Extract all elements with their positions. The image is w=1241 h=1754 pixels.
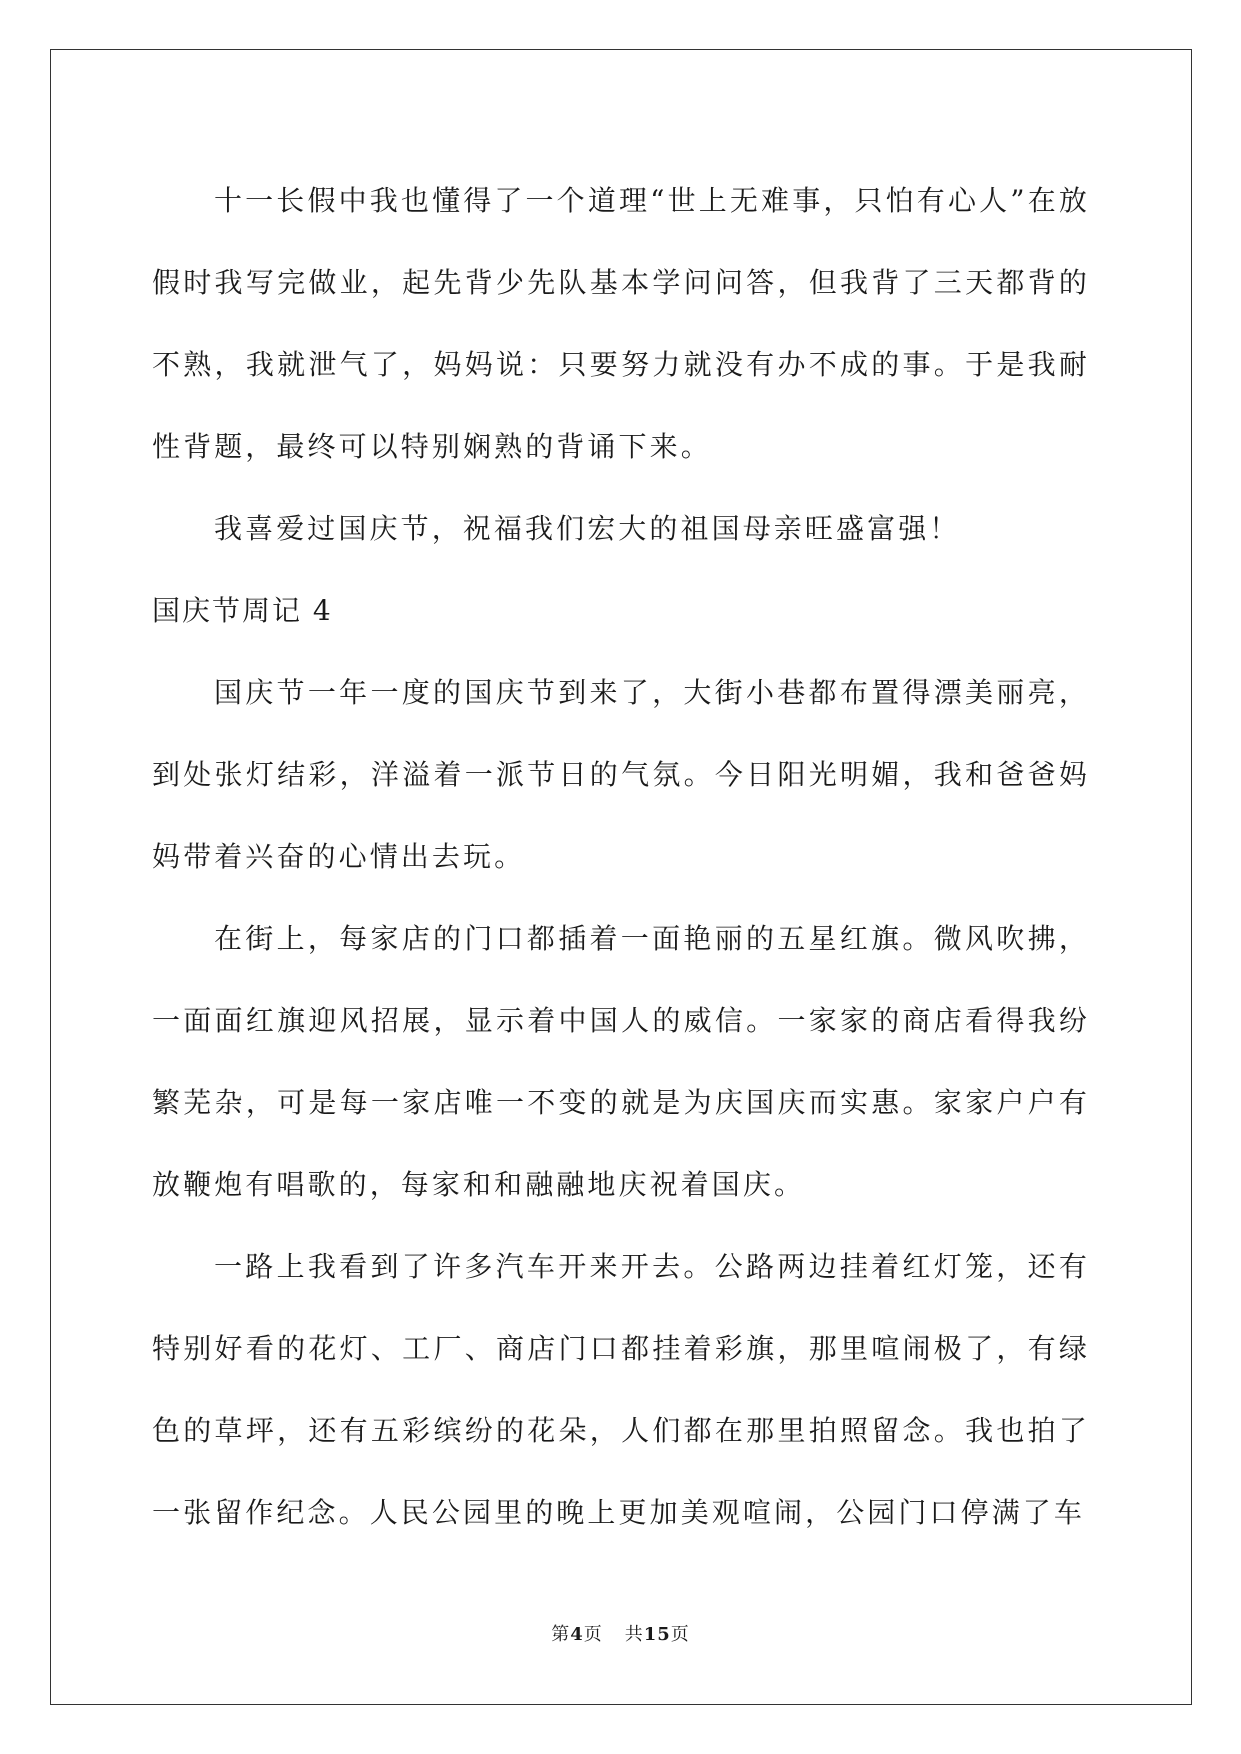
paragraph: 一路上我看到了许多汽车开来开去。公路两边挂着红灯笼，还有特别好看的花灯、工厂、商店门口都挂着彩旗，那里喧闹极了，有绿色的草坪，还有五彩缤纷的花朵，人们都在那里拍照留念。我也拍了一张留作纪念。人民公园里的晚上更加美观喧闹，公园门口停满了车: [152, 1250, 1090, 1529]
paragraph: 我喜爱过国庆节，祝福我们宏大的祖国母亲旺盛富强！: [214, 512, 961, 545]
page-suffix: 页: [583, 1624, 603, 1645]
page-footer: [0, 1620, 1241, 1646]
total-suffix: 页: [670, 1624, 690, 1645]
paragraph: 十一长假中我也懂得了一个道理“世上无难事，只怕有心人”在放假时我写完做业，起先背少先队基本学问问答，但我背了三天都背的不熟，我就泄气了，妈妈说：只要努力就没有办不成的事。于是我耐性背题，最终可以特别娴熟的背诵下来。: [152, 184, 1090, 463]
page-number: 4: [570, 1624, 584, 1645]
paragraph: 在街上，每家店的门口都插着一面艳丽的五星红旗。微风吹拂，一面面红旗迎风招展，显示着中国人的威信。一家家的商店看得我纷繁芜杂，可是每一家店唯一不变的就是为庆国庆而实惠。家家户户有放鞭炮有唱歌的，每家和和融融地庆祝着国庆。: [152, 922, 1090, 1201]
section-title: 国庆节周记 4: [152, 594, 333, 627]
page-prefix: 第: [551, 1624, 571, 1645]
document-body: [152, 160, 1090, 1554]
total-pages: 15: [643, 1624, 671, 1645]
total-prefix: 共: [624, 1624, 644, 1645]
paragraph: 国庆节一年一度的国庆节到来了，大街小巷都布置得漂美丽亮，到处张灯结彩，洋溢着一派节日的气氛。今日阳光明媚，我和爸爸妈妈带着兴奋的心情出去玩。: [152, 676, 1090, 873]
